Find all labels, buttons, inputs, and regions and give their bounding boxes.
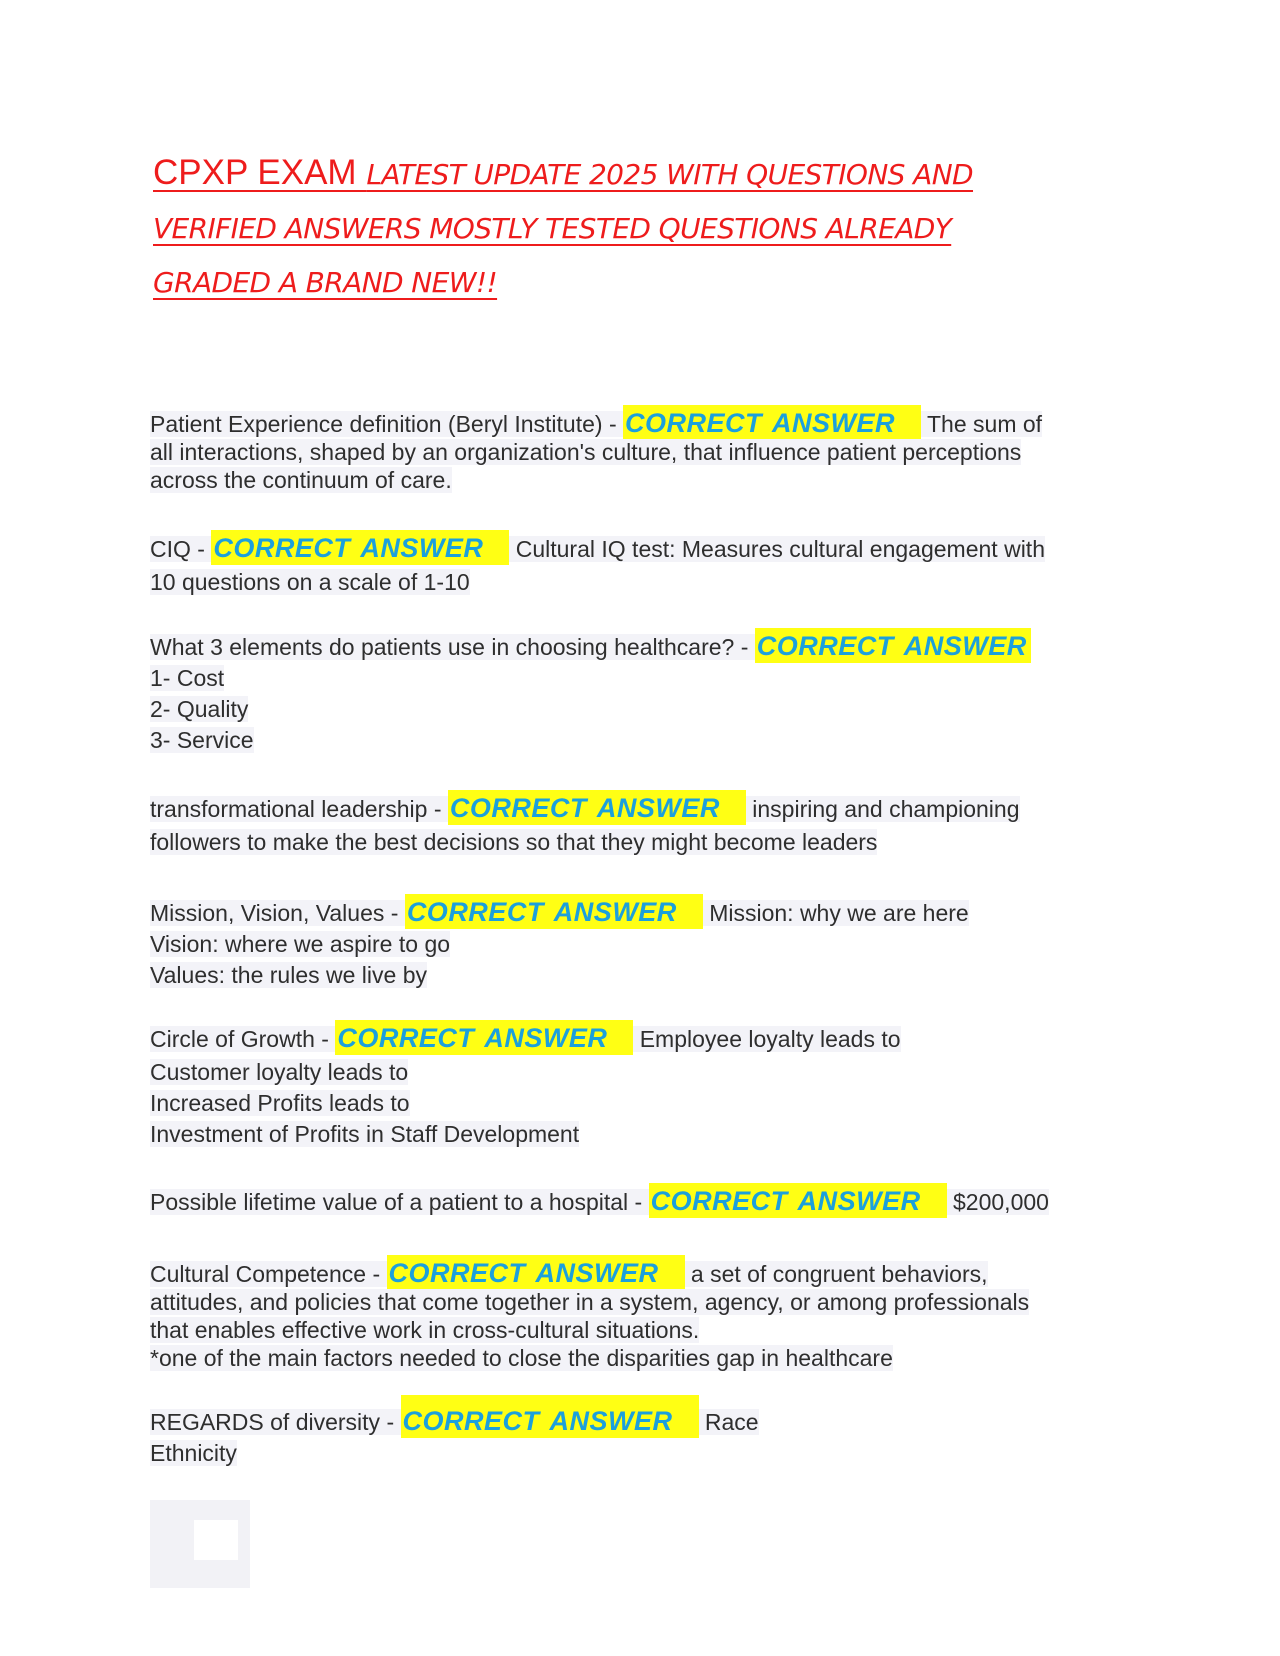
qa-answer-line: Values: the rules we live by — [150, 962, 427, 988]
qa-term: transformational leadership - — [150, 796, 448, 822]
qa-answer-line: 3- Service — [150, 727, 254, 753]
qa-term: Possible lifetime value of a patient to a hospital - — [150, 1189, 649, 1215]
correct-answer-label: CORRECT ANSWER — [448, 790, 746, 825]
correct-answer-label: CORRECT ANSWER — [335, 1020, 633, 1055]
qa-answer-line: 1- Cost — [150, 665, 225, 691]
qa-answer-line: all interactions, shaped by an organization's culture, that influence patient perceptions — [150, 439, 1022, 465]
qa-item-ciq — [150, 530, 1045, 598]
qa-answer-line: that enables effective work in cross-cultural situations. — [150, 1317, 700, 1343]
qa-answer-line: attitudes, and policies that come together in a system, agency, or among professionals — [150, 1289, 1030, 1315]
qa-answer: Race — [704, 1409, 759, 1435]
title-exam-name: CPXP EXAM — [153, 153, 367, 192]
title-line-3: GRADED A BRAND NEW!! — [153, 266, 498, 299]
qa-answer: Employee loyalty leads to — [639, 1026, 901, 1052]
correct-answer-label: CORRECT ANSWER — [211, 530, 509, 565]
qa-answer-line: *one of the main factors needed to close the disparities gap in healthcare — [150, 1345, 893, 1371]
qa-answer-line: Ethnicity — [150, 1440, 237, 1466]
qa-answer: The sum of — [927, 411, 1043, 437]
qa-term: CIQ - — [150, 536, 212, 562]
document-title — [153, 148, 1093, 312]
title-line-2: VERIFIED ANSWERS MOSTLY TESTED QUESTIONS ALREADY — [153, 212, 952, 245]
qa-item-regards-of-diversity — [150, 1395, 759, 1469]
correct-answer-label: CORRECT ANSWER — [623, 405, 921, 440]
qa-item-mission-vision-values — [150, 894, 969, 991]
qa-answer: $200,000 — [953, 1189, 1049, 1215]
qa-item-patient-experience — [150, 405, 1042, 496]
qa-answer: a set of congruent behaviors, — [690, 1261, 988, 1287]
qa-term: What 3 elements do patients use in choosing healthcare? - — [150, 634, 755, 660]
qa-item-circle-of-growth — [150, 1020, 901, 1150]
qa-item-lifetime-value — [150, 1183, 1049, 1218]
qa-item-three-elements — [150, 628, 1031, 756]
redacted-block-gap — [194, 1520, 238, 1560]
correct-answer-label: CORRECT ANSWER — [401, 1395, 699, 1438]
qa-answer-line: Customer loyalty leads to — [150, 1059, 409, 1085]
title-line-1: LATEST UPDATE 2025 WITH QUESTIONS AND — [366, 158, 974, 191]
qa-item-transformational-leadership — [150, 790, 1020, 858]
qa-term: Circle of Growth - — [150, 1026, 336, 1052]
qa-answer-line: 10 questions on a scale of 1-10 — [150, 569, 470, 595]
qa-term: REGARDS of diversity - — [150, 1409, 401, 1435]
qa-answer-line: Increased Profits leads to — [150, 1090, 410, 1116]
qa-item-cultural-competence — [150, 1255, 1029, 1374]
qa-answer: Cultural IQ test: Measures cultural engagement with — [515, 536, 1045, 562]
qa-answer-line: across the continuum of care. — [150, 467, 452, 493]
qa-term: Patient Experience definition (Beryl Institute) - — [150, 411, 624, 437]
qa-answer-line: 2- Quality — [150, 696, 249, 722]
correct-answer-label: CORRECT ANSWER — [405, 894, 703, 929]
correct-answer-label: CORRECT ANSWER — [649, 1183, 947, 1218]
correct-answer-label: CORRECT ANSWER — [755, 628, 1031, 663]
qa-answer: Mission: why we are here — [709, 900, 969, 926]
qa-answer-line: Investment of Profits in Staff Development — [150, 1121, 580, 1147]
correct-answer-label: CORRECT ANSWER — [387, 1255, 685, 1290]
qa-answer-line: followers to make the best decisions so that they might become leaders — [150, 829, 878, 855]
qa-answer: inspiring and championing — [752, 796, 1020, 822]
qa-term: Mission, Vision, Values - — [150, 900, 405, 926]
qa-answer-line: Vision: where we aspire to go — [150, 931, 451, 957]
qa-term: Cultural Competence - — [150, 1261, 387, 1287]
